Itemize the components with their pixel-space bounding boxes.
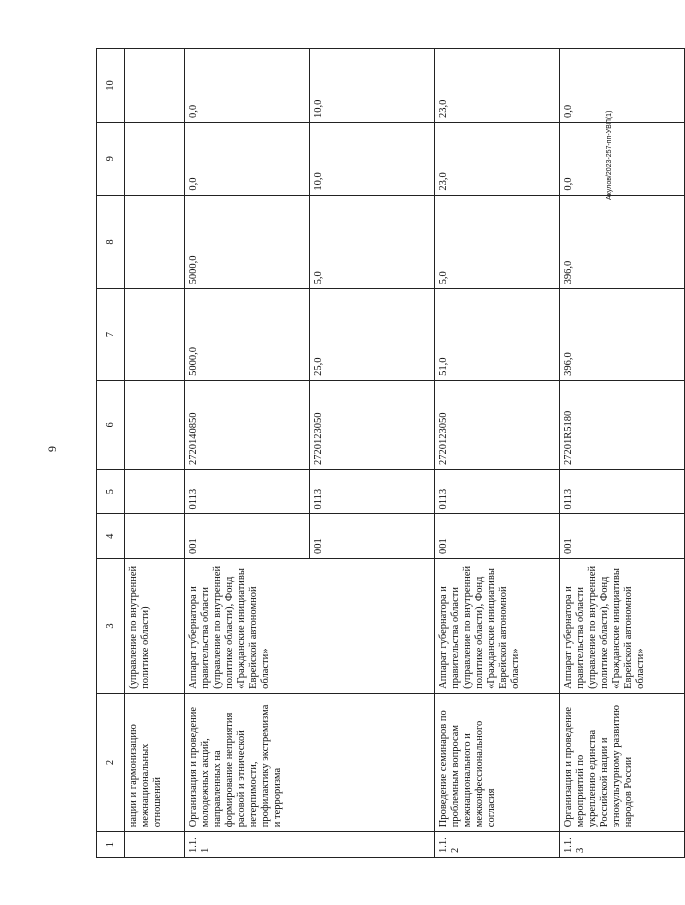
table-cell [125, 122, 185, 195]
column-header: 9 [97, 122, 125, 195]
table-cell: Аппарат губернатора и правительства области (управление по внутренней политике области), Фонд «Гражданские инициативы Еврейской автономной области» [560, 559, 685, 694]
table-cell [125, 289, 185, 380]
table-cell: 25,0 [310, 289, 435, 380]
table-cell: 5000,0 [185, 289, 310, 380]
table-cell: 27201R5180 [560, 380, 685, 469]
table-cell: Проведение семинаров по проблемным вопросам межнационального и межконфессионального согласия [435, 693, 560, 831]
table-row-continuation [125, 49, 185, 858]
table-cell [125, 195, 185, 289]
table-cell: 10,0 [310, 49, 435, 123]
table-cell: 0113 [435, 469, 560, 514]
budget-table [96, 48, 685, 858]
table-cell: Организация и проведение мероприятий по укреплению единства Российской нации и этнокультурному развитию народов России [560, 693, 685, 831]
table-cell: 1.1.3 [560, 832, 685, 858]
table-cell: 2720123050 [310, 380, 435, 469]
table-cell: 5000,0 [185, 195, 310, 289]
table-cell: 0113 [560, 469, 685, 514]
table-cell: 23,0 [435, 122, 560, 195]
page-number: 9 [45, 446, 59, 452]
column-header: 2 [97, 693, 125, 831]
column-header: 1 [97, 832, 125, 858]
table-cell: 001 [435, 514, 560, 559]
document-code: Акулов/2023-257-пп-УВП(1) [606, 110, 613, 200]
table-cell: 23,0 [435, 49, 560, 123]
table-cell: 0,0 [560, 122, 685, 195]
table-cell: 0,0 [560, 49, 685, 123]
table-cell: 0,0 [185, 122, 310, 195]
table-cell: Аппарат губернатора и правительства области (управление по внутренней политике области), Фонд «Гражданские инициативы Еврейской автономной области» [435, 559, 560, 694]
column-header: 5 [97, 469, 125, 514]
table-cell: 2720123050 [435, 380, 560, 469]
column-header: 4 [97, 514, 125, 559]
table-cell: 396,0 [560, 195, 685, 289]
column-header: 10 [97, 49, 125, 123]
table-cell [125, 469, 185, 514]
column-header: 8 [97, 195, 125, 289]
table-cell: 001 [185, 514, 310, 559]
table-cell: Организация и проведение молодежных акций, направленных на формирование неприятия расовой и этнической нетерпимости, профилактику экстремизма и терроризма [185, 693, 435, 831]
table-cell: 0113 [310, 469, 435, 514]
table-cell: 10,0 [310, 122, 435, 195]
table-cell: 001 [560, 514, 685, 559]
table-cell [125, 832, 185, 858]
table-cell [125, 49, 185, 123]
table-cell: 51,0 [435, 289, 560, 380]
column-header: 7 [97, 289, 125, 380]
table-cell: нации и гармонизацию межнациональных отношений [125, 693, 185, 831]
table-row-1-1-3 [560, 49, 685, 858]
table-cell: 2720140850 [185, 380, 310, 469]
table-cell: Аппарат губернатора и правительства области (управление по внутренней политике области), Фонд «Гражданские инициативы Еврейской автономной области» [185, 559, 435, 694]
table-row-1-1-2 [435, 49, 560, 858]
table-cell: 0,0 [185, 49, 310, 123]
table-cell: 0113 [185, 469, 310, 514]
table-row-1-1-1-first [185, 49, 310, 858]
table-cell [125, 514, 185, 559]
table-cell: 1.1.1 [185, 832, 435, 858]
table-cell: (управление по внутренней политике области) [125, 559, 185, 694]
column-number-row [97, 49, 125, 858]
table-cell: 5,0 [435, 195, 560, 289]
column-header: 3 [97, 559, 125, 694]
column-header: 6 [97, 380, 125, 469]
table-cell: 001 [310, 514, 435, 559]
table-cell: 1.1.2 [435, 832, 560, 858]
table-cell [125, 380, 185, 469]
table-cell: 396,0 [560, 289, 685, 380]
table-cell: 5,0 [310, 195, 435, 289]
